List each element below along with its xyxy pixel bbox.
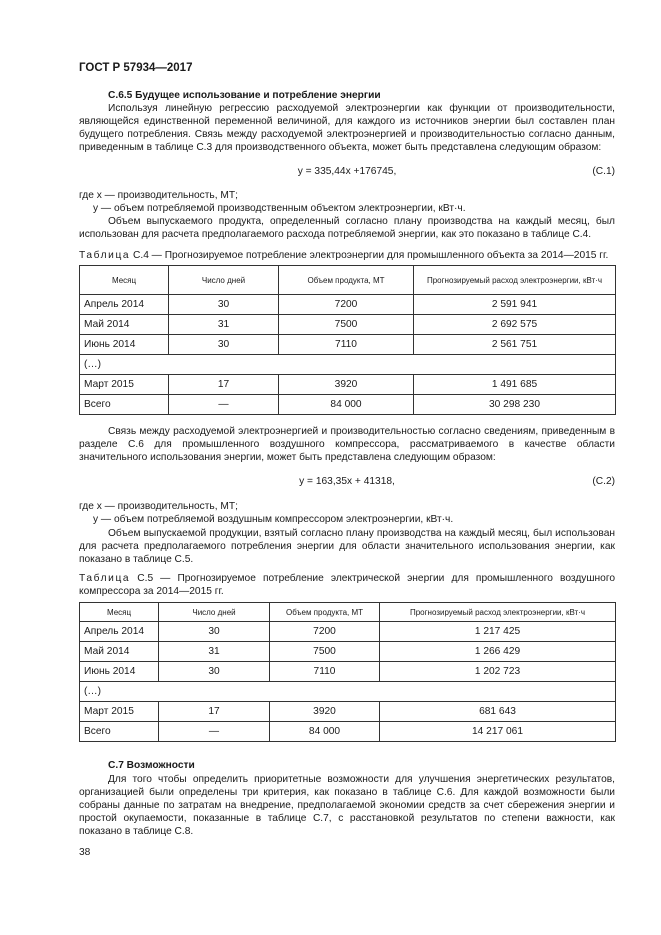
column-header: Число дней: [169, 266, 279, 295]
cell-month: Апрель 2014: [80, 622, 159, 642]
cell-days: 31: [169, 315, 279, 335]
table-c4: [79, 265, 616, 415]
paragraph-compressor-volume: [79, 527, 615, 566]
variable-legend-c1: [79, 189, 615, 215]
paragraph-production-volume: [79, 215, 615, 241]
cell-volume: 7110: [270, 662, 380, 682]
cell-days: 30: [169, 335, 279, 355]
table-row: [80, 375, 616, 395]
table-row: [80, 295, 616, 315]
caption-label: Таблица: [79, 573, 131, 584]
table-row-total: [80, 722, 616, 742]
column-header: Объем продукта, МТ: [270, 603, 380, 622]
legend-line: где x — производительность, МТ;: [79, 501, 238, 512]
formula-number: (С.2): [592, 476, 615, 487]
table-header-row: [80, 603, 616, 622]
table-row: [80, 702, 616, 722]
cell-consumption: 1 217 425: [380, 622, 616, 642]
cell-consumption: 30 298 230: [414, 395, 616, 415]
legend-line: y — объем потребляемой воздушным компрессором электроэнергии, кВт·ч.: [93, 514, 454, 525]
cell-days: 30: [169, 295, 279, 315]
column-header: Месяц: [80, 266, 169, 295]
table-row: [80, 622, 616, 642]
formula-number: (С.1): [592, 166, 615, 177]
paragraph-compressor: [79, 425, 615, 464]
cell-consumption: 2 692 575: [414, 315, 616, 335]
cell-volume: 7110: [279, 335, 414, 355]
cell-month: Март 2015: [80, 375, 169, 395]
cell-days: —: [159, 722, 270, 742]
paragraph-text: Связь между расходуемой электроэнергией и производительностью согласно сведениям, приведенным в разделе С.6 для промышленного воздушного компрессора, рассматриваемого в качестве области значительного использования энергии, может быть представлена следующим образом:: [79, 426, 615, 463]
paragraph-text: Объем выпускаемого продукта, определенный согласно плану производства на каждый месяц, был использован для расчета предполагаемого расхода потребляемой энергии, как это показано в таблице С.4.: [79, 216, 615, 240]
cell-volume: 7200: [279, 295, 414, 315]
column-header: Число дней: [159, 603, 270, 622]
cell-volume: 84 000: [270, 722, 380, 742]
cell-volume: 7500: [279, 315, 414, 335]
cell-days: 17: [169, 375, 279, 395]
formula-c1: [79, 165, 615, 179]
table-row-ellipsis: [80, 355, 616, 375]
table-row-total: [80, 395, 616, 415]
formula-text: y = 335,44x +176745,: [297, 166, 397, 177]
table-caption-c5: [79, 572, 615, 598]
legend-line: где x — производительность, МТ;: [79, 190, 238, 201]
cell-days: —: [169, 395, 279, 415]
cell-days: 17: [159, 702, 270, 722]
section-heading-c7: С.7 Возможности: [108, 760, 195, 771]
cell-ellipsis: (…): [80, 355, 616, 375]
cell-consumption: 2 561 751: [414, 335, 616, 355]
cell-days: 30: [159, 622, 270, 642]
cell-month: Июнь 2014: [80, 662, 159, 682]
cell-month: Март 2015: [80, 702, 159, 722]
cell-month: Июнь 2014: [80, 335, 169, 355]
paragraph-text: Для того чтобы определить приоритетные возможности для улучшения энергетических результатов, организацией были определены три критерия, как показано в таблице С.6. Для каждой возможности были собраны данные по затратам на внедрение, предполагаемой экономии средств за счет сбережения энергии и простой окупаемости, показанные в таблице С.7, с расстановкой результатов по степени важности, как показано в таблице С.8.: [79, 774, 615, 837]
cell-consumption: 2 591 941: [414, 295, 616, 315]
cell-volume: 84 000: [279, 395, 414, 415]
caption-text: С.5 — Прогнозируемое потребление электрической энергии для промышленного воздушного компрессора за 2014—2015 гг.: [79, 573, 615, 597]
paragraph-regression: [79, 102, 615, 154]
table-c5: [79, 602, 616, 742]
paragraph-text: Используя линейную регрессию расходуемой электроэнергии как функции от производительности, являющейся единственной переменной величиной, для каждого из источников энергии был составлен план будущего потребления. Связь между расходуемой электроэнергией и производительностью согласно данным, приведенным в таблице С.3 для производственного объекта, может быть представлена следующим образом:: [79, 103, 615, 153]
column-header: Объем продукта, МТ: [279, 266, 414, 295]
table-row: [80, 315, 616, 335]
column-header: Прогнозируемый расход электроэнергии, кВт·ч: [380, 603, 616, 622]
cell-ellipsis: (…): [80, 682, 616, 702]
cell-volume: 3920: [279, 375, 414, 395]
table-caption-c4: [79, 249, 615, 262]
caption-label: Таблица: [79, 250, 131, 261]
cell-month: Май 2014: [80, 315, 169, 335]
formula-c2: [79, 475, 615, 489]
cell-month: Май 2014: [80, 642, 159, 662]
paragraph-opportunities: [79, 773, 615, 838]
cell-consumption: 14 217 061: [380, 722, 616, 742]
formula-text: y = 163,35x + 41318,: [299, 476, 395, 487]
cell-volume: 7500: [270, 642, 380, 662]
page-number: 38: [79, 847, 91, 858]
variable-legend-c2: [79, 500, 615, 526]
legend-line: y — объем потребляемой производственным объектом электроэнергии, кВт·ч.: [93, 203, 466, 214]
cell-volume: 3920: [270, 702, 380, 722]
column-header: Прогнозируемый расход электроэнергии, кВт·ч: [414, 266, 616, 295]
table-row: [80, 662, 616, 682]
paragraph-text: Объем выпускаемой продукции, взятый согласно плану производства на каждый месяц, был использован для расчета предполагаемого потребления энергии для области значительного использования энергии, как показано в таблице С.5.: [79, 528, 615, 565]
cell-consumption: 1 202 723: [380, 662, 616, 682]
table-row-ellipsis: [80, 682, 616, 702]
cell-month: Всего: [80, 722, 159, 742]
table-row: [80, 642, 616, 662]
cell-consumption: 1 266 429: [380, 642, 616, 662]
caption-text: С.4 — Прогнозируемое потребление электроэнергии для промышленного объекта за 2014—2015 гг.: [133, 250, 609, 261]
cell-consumption: 1 491 685: [414, 375, 616, 395]
table-row: [80, 335, 616, 355]
standard-designation: ГОСТ Р 57934—2017: [79, 62, 193, 74]
table-header-row: [80, 266, 616, 295]
cell-days: 30: [159, 662, 270, 682]
cell-volume: 7200: [270, 622, 380, 642]
cell-days: 31: [159, 642, 270, 662]
cell-month: Апрель 2014: [80, 295, 169, 315]
section-heading-c65: С.6.5 Будущее использование и потребление энергии: [108, 90, 381, 101]
cell-month: Всего: [80, 395, 169, 415]
column-header: Месяц: [80, 603, 159, 622]
cell-consumption: 681 643: [380, 702, 616, 722]
